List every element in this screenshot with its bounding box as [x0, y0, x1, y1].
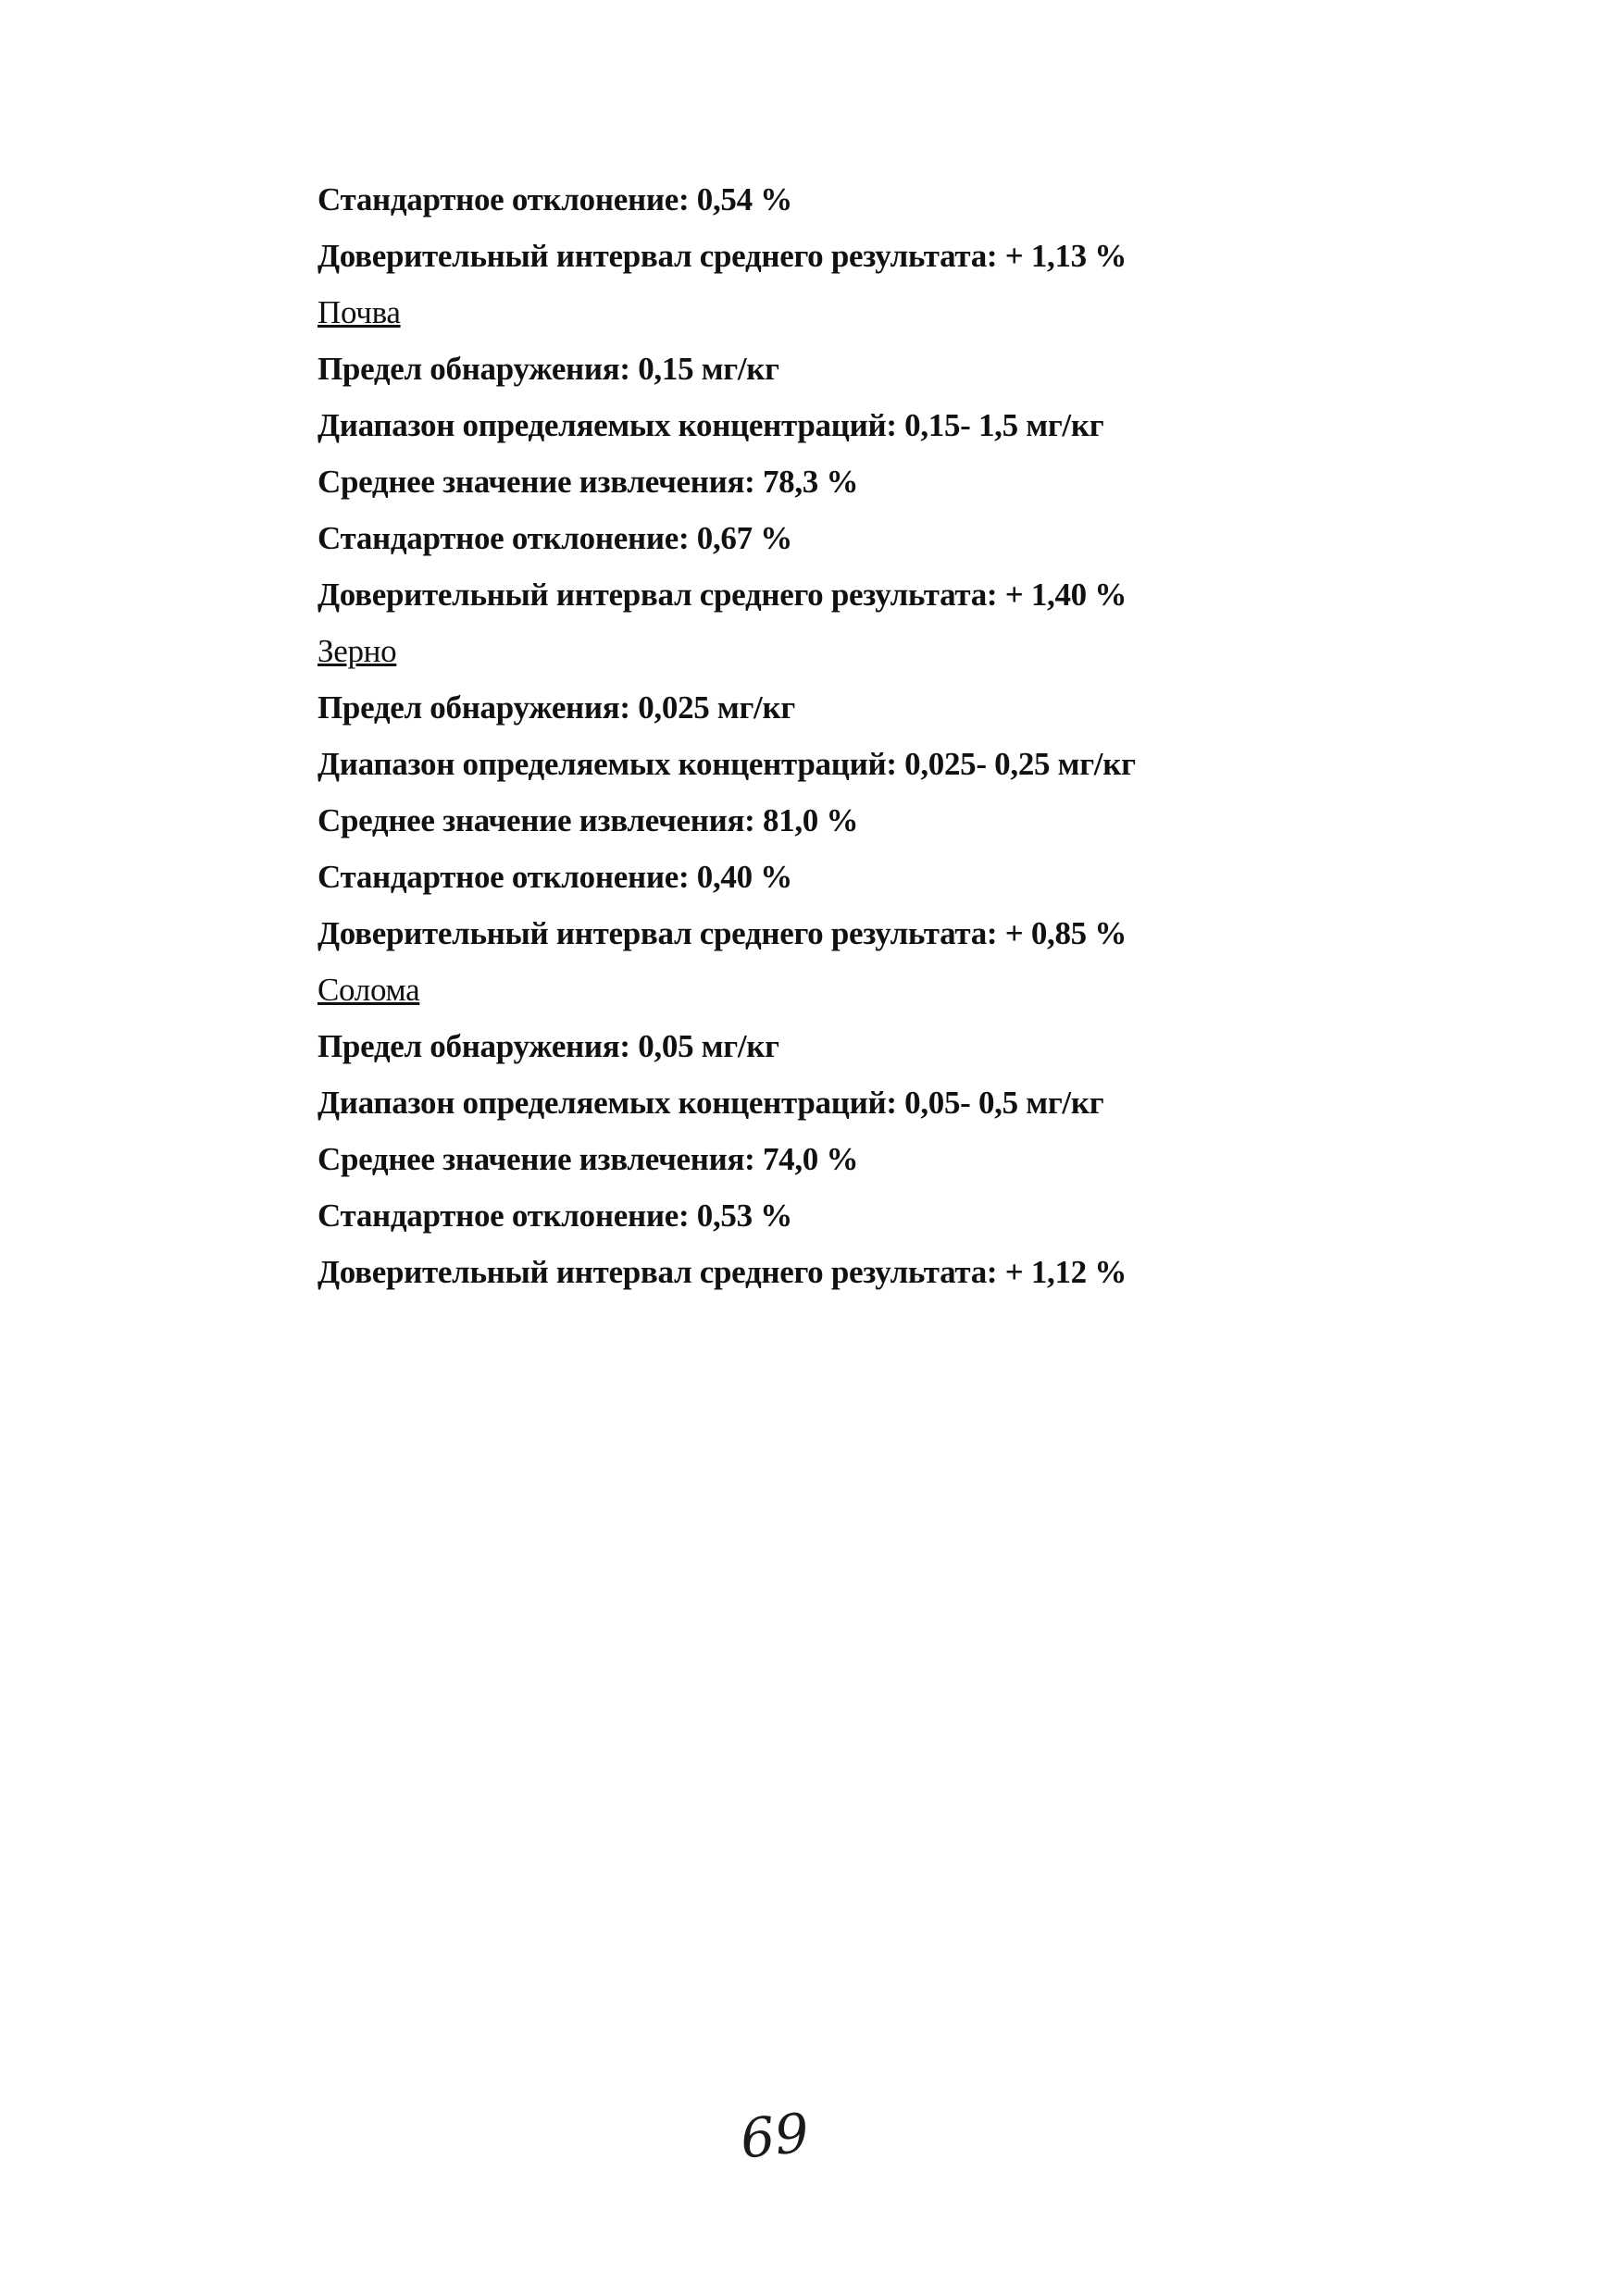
line-std-deviation: Стандартное отклонение: 0,40 %	[318, 859, 792, 895]
line-detection-limit: Предел обнаружения: 0,15 мг/кг	[318, 351, 779, 387]
line-std-deviation: Стандартное отклонение: 0,53 %	[318, 1198, 792, 1234]
line-mean-recovery: Среднее значение извлечения: 74,0 %	[318, 1141, 859, 1177]
section-heading-grain: Зерно	[318, 633, 397, 669]
line-confidence-interval: Доверительный интервал среднего результата: + 0,85 %	[318, 915, 1127, 951]
line-confidence-interval: Доверительный интервал среднего результата: + 1,13 %	[318, 238, 1127, 274]
line-confidence-interval: Доверительный интервал среднего результата: + 1,12 %	[318, 1254, 1127, 1290]
line-concentration-range: Диапазон определяемых концентраций: 0,05- 0,5 мг/кг	[318, 1085, 1104, 1121]
line-std-deviation: Стандартное отклонение: 0,67 %	[318, 520, 792, 556]
line-mean-recovery: Среднее значение извлечения: 81,0 %	[318, 802, 859, 838]
line-concentration-range: Диапазон определяемых концентраций: 0,15- 1,5 мг/кг	[318, 407, 1104, 443]
line-detection-limit: Предел обнаружения: 0,05 мг/кг	[318, 1028, 779, 1064]
line-mean-recovery: Среднее значение извлечения: 78,3 %	[318, 464, 859, 500]
handwritten-page-number: 69	[737, 2101, 813, 2171]
section-heading-straw: Солома	[318, 972, 420, 1008]
line-detection-limit: Предел обнаружения: 0,025 мг/кг	[318, 689, 795, 726]
line-confidence-interval: Доверительный интервал среднего результата: + 1,40 %	[318, 577, 1127, 613]
document-text-block	[318, 171, 1475, 1300]
section-heading-soil: Почва	[318, 294, 401, 330]
line-std-deviation: Стандартное отклонение: 0,54 %	[318, 181, 792, 217]
line-concentration-range: Диапазон определяемых концентраций: 0,025- 0,25 мг/кг	[318, 746, 1136, 782]
